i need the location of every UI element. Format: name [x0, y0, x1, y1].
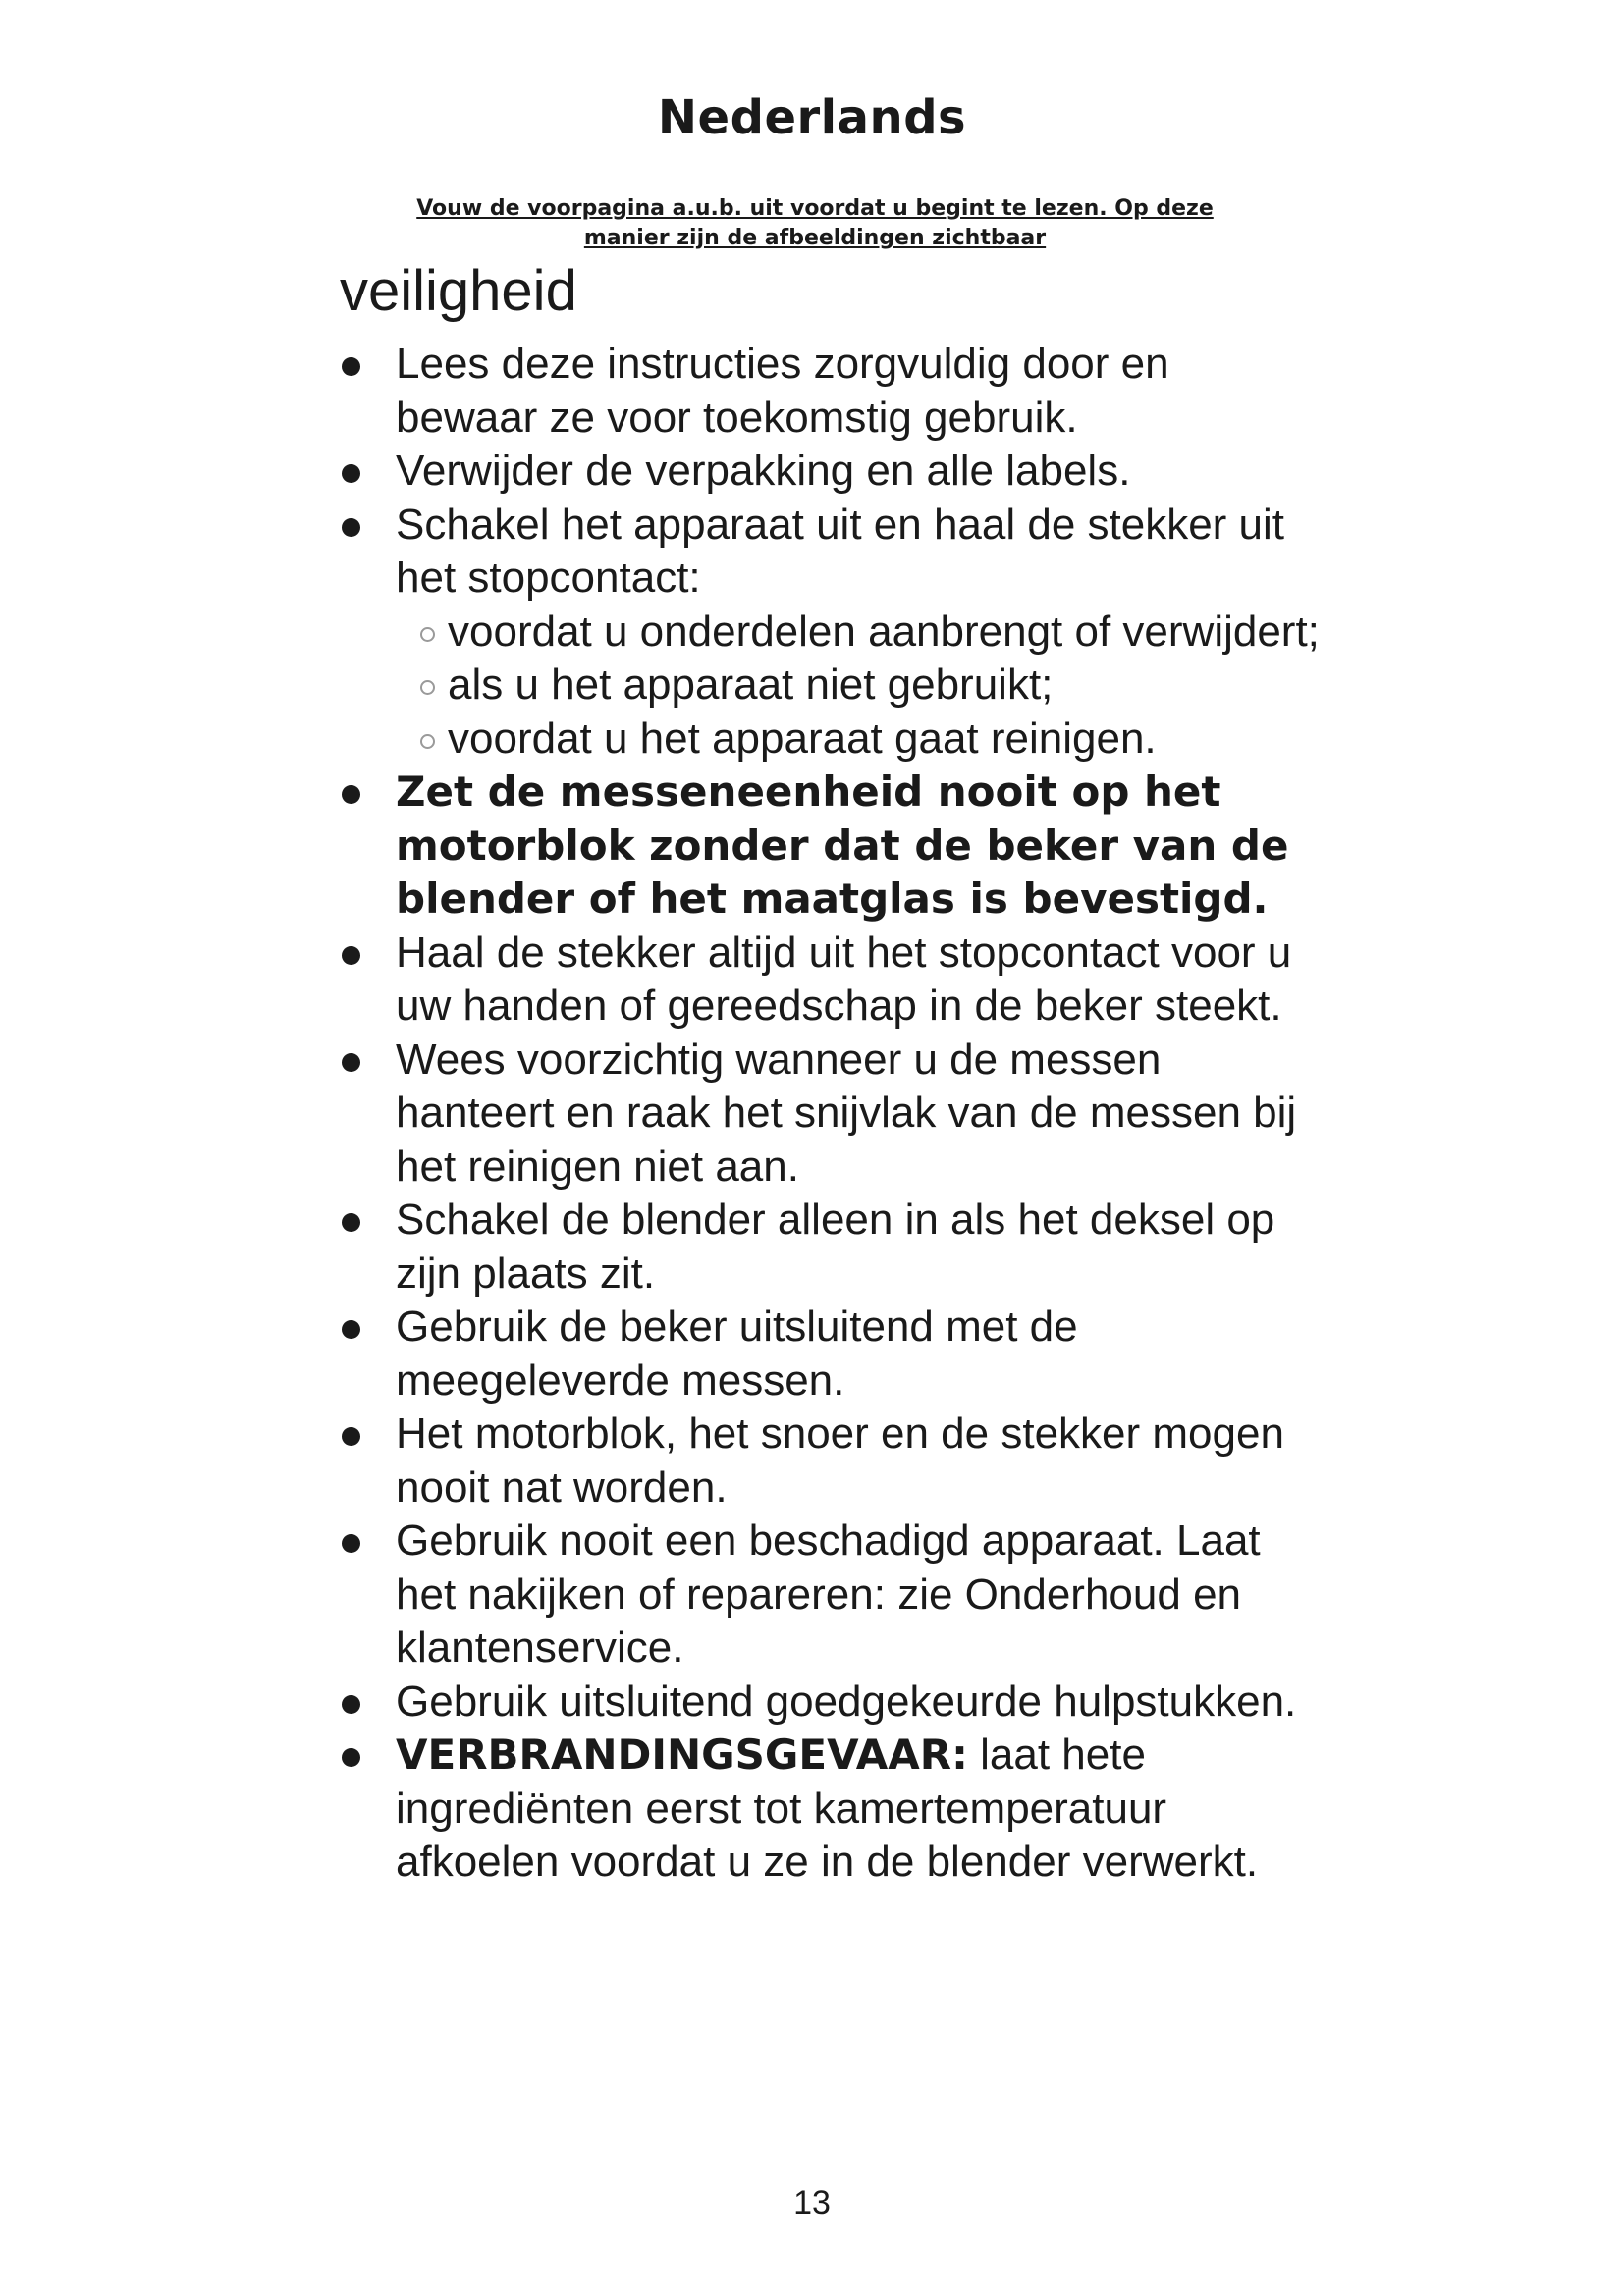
- bullet-icon: [342, 357, 360, 376]
- page-number: 13: [793, 2184, 831, 2221]
- list-item: [340, 1676, 1322, 1730]
- bullet-icon: [342, 1534, 360, 1553]
- item-text: Schakel het apparaat uit en haal de stekker uit het stopcontact:: [396, 500, 1285, 602]
- bullet-icon: [342, 1320, 360, 1339]
- list-item: [340, 499, 1322, 767]
- list-item: [340, 445, 1322, 499]
- bullet-icon: [342, 518, 360, 537]
- item-text: Het motorblok, het snoer en de stekker mogen nooit nat worden.: [396, 1410, 1284, 1512]
- bullet-icon: [342, 464, 360, 483]
- sub-list-item: [396, 606, 1322, 660]
- list-item-warning: [340, 766, 1322, 927]
- item-text: Gebruik uitsluitend goedgekeurde hulpstukken.: [396, 1677, 1297, 1726]
- item-text: Lees deze instructies zorgvuldig door en bewaar ze voor toekomstig gebruik.: [396, 340, 1169, 442]
- bullet-icon: [342, 1695, 360, 1714]
- section-heading: veiligheid: [340, 259, 577, 323]
- bullet-icon: [342, 1213, 360, 1232]
- item-text: Gebruik de beker uitsluitend met de meegeleverde messen.: [396, 1303, 1078, 1405]
- item-text: laat hete ingrediënten eerst tot kamertemperatuur afkoelen voordat u ze in de blender verwerkt.: [396, 1731, 1259, 1886]
- sub-item-text: voordat u onderdelen aanbrengt of verwijdert;: [448, 607, 1320, 656]
- list-item: [340, 927, 1322, 1034]
- item-text: Gebruik nooit een beschadigd apparaat. Laat het nakijken of repareren: zie Onderhoud en klantenservice.: [396, 1517, 1261, 1672]
- bullet-icon: [342, 1053, 360, 1072]
- safety-instructions-list: [340, 338, 1322, 1890]
- list-item: [340, 1408, 1322, 1515]
- fold-out-notice: Vouw de voorpagina a.u.b. uit voordat u begint te lezen. Op deze manier zijn de afbeeldingen zichtbaar: [416, 196, 1214, 250]
- item-text: Schakel de blender alleen in als het deksel op zijn plaats zit.: [396, 1196, 1275, 1298]
- bullet-icon: [342, 1748, 360, 1767]
- bullet-icon: [342, 785, 360, 804]
- list-item-burn-warning: [340, 1729, 1322, 1890]
- list-item: [340, 1515, 1322, 1676]
- item-text: Zet de messeneenheid nooit op het motorblok zonder dat de beker van de blender of het maatglas is bevestigd.: [396, 768, 1289, 923]
- bullet-icon: [342, 946, 360, 965]
- sub-list: [396, 606, 1322, 767]
- list-item: [340, 1301, 1322, 1408]
- sub-item-text: voordat u het apparaat gaat reinigen.: [448, 714, 1157, 763]
- list-item: [340, 1194, 1322, 1301]
- item-text: Haal de stekker altijd uit het stopcontact voor u uw handen of gereedschap in de beker steekt.: [396, 928, 1292, 1030]
- sub-item-text: als u het apparaat niet gebruikt;: [448, 661, 1054, 709]
- page-title: Nederlands: [657, 90, 967, 145]
- circle-bullet-icon: [420, 627, 435, 642]
- list-item: [340, 1034, 1322, 1195]
- item-text: Verwijder de verpakking en alle labels.: [396, 447, 1131, 495]
- bullet-icon: [342, 1427, 360, 1446]
- sub-list-item: [396, 713, 1322, 767]
- circle-bullet-icon: [420, 734, 435, 749]
- warning-label: VERBRANDINGSGEVAAR:: [396, 1731, 968, 1779]
- sub-list-item: [396, 659, 1322, 713]
- circle-bullet-icon: [420, 680, 435, 695]
- list-item: [340, 338, 1322, 445]
- item-text: Wees voorzichtig wanneer u de messen hanteert en raak het snijvlak van de messen bij het reinigen niet aan.: [396, 1035, 1297, 1191]
